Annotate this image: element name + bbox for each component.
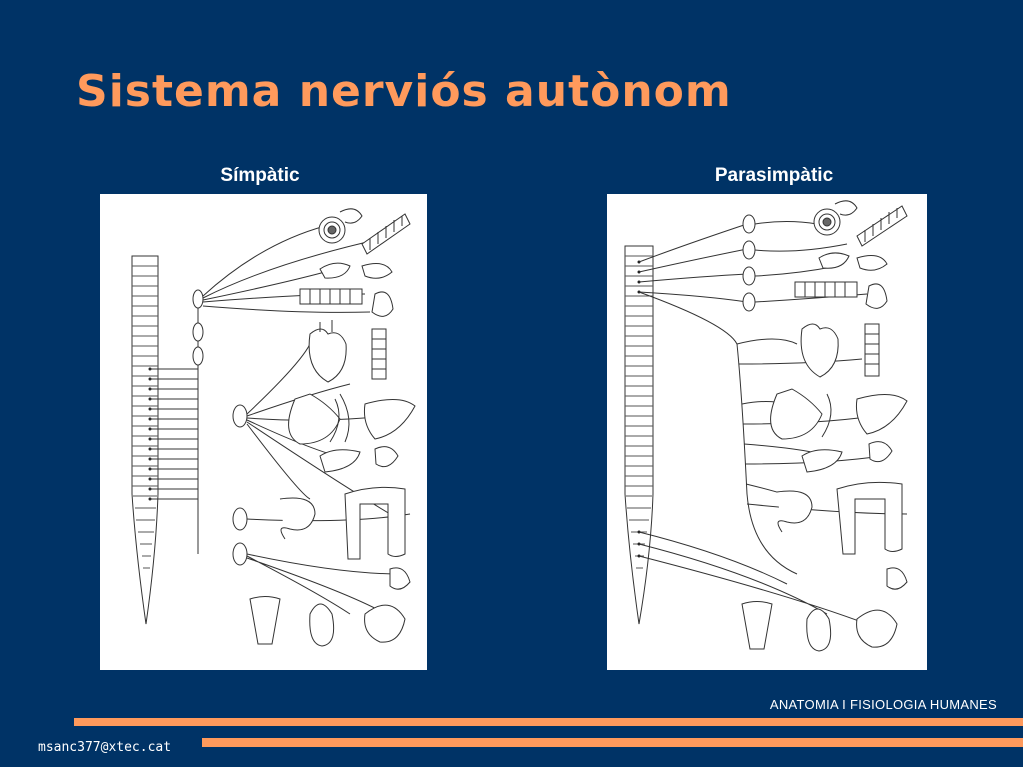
author-email: msanc377@xtec.cat — [38, 740, 172, 755]
accent-bar-top — [74, 718, 1023, 726]
sympathetic-diagram — [100, 194, 427, 670]
sympathetic-label: Símpàtic — [220, 165, 300, 186]
accent-bar-bottom — [202, 738, 1023, 747]
course-footer: ANATOMIA I FISIOLOGIA HUMANES — [769, 697, 997, 712]
parasympathetic-diagram — [607, 194, 927, 670]
slide-title: Sistema nerviós autònom — [76, 66, 732, 117]
parasympathetic-label: Parasimpàtic — [714, 165, 834, 186]
